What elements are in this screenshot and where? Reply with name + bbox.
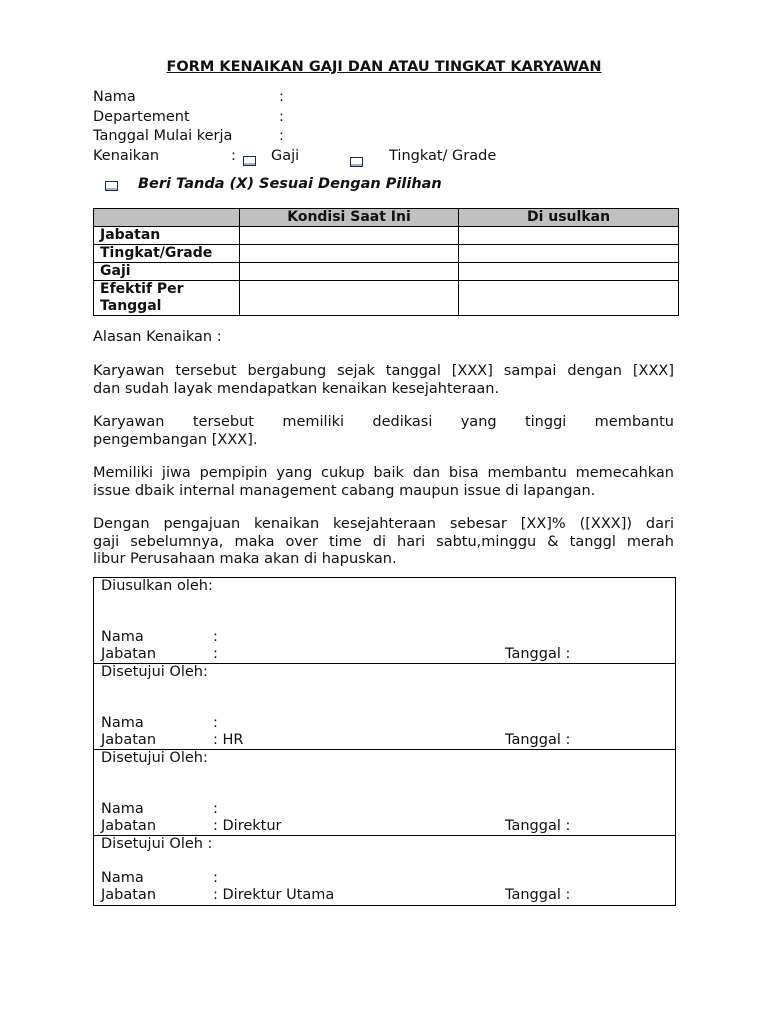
table-header-cell	[94, 209, 240, 227]
tanggal-label: Tanggal :	[505, 818, 571, 834]
jabatan-label: Jabatan	[101, 732, 157, 748]
kenaikan-label: Kenaikan	[93, 148, 160, 164]
row-label: Gaji	[94, 263, 240, 281]
reason-paragraph-1	[93, 363, 674, 398]
tanggal-label: Tanggal :	[505, 646, 571, 662]
departement-label: Departement	[93, 109, 190, 125]
signature-title: Diusulkan oleh:	[101, 578, 213, 594]
reason-paragraph-2	[93, 414, 674, 449]
signature-title: Disetujui Oleh:	[101, 664, 208, 680]
nama-colon: :	[213, 629, 218, 645]
gaji-checkbox[interactable]	[243, 156, 256, 166]
nama-colon: :	[213, 801, 218, 817]
row-label-line: Tanggal	[100, 298, 162, 314]
table-row	[94, 245, 679, 263]
table-row	[94, 263, 679, 281]
proposed-cell[interactable]	[459, 263, 679, 281]
row-label	[94, 281, 240, 316]
nama-colon: :	[213, 715, 218, 731]
departement-colon: :	[279, 109, 284, 125]
jabatan-value: :	[213, 646, 218, 662]
nama-label: Nama	[101, 715, 144, 731]
signature-block-hr	[93, 663, 676, 750]
proposed-cell[interactable]	[459, 281, 679, 316]
gaji-option-label: Gaji	[271, 148, 300, 164]
table-header-cell: Kondisi Saat Ini	[240, 209, 459, 227]
jabatan-label: Jabatan	[101, 887, 157, 903]
signature-block-direktur-utama	[93, 835, 676, 906]
current-cell[interactable]	[240, 227, 459, 245]
tanggal-label: Tanggal :	[505, 887, 571, 903]
nama-label: Nama	[93, 89, 136, 105]
tingkat-option-label: Tingkat/ Grade	[389, 148, 497, 164]
nama-colon: :	[279, 89, 284, 105]
nama-label: Nama	[101, 629, 144, 645]
table-header-cell: Di usulkan	[459, 209, 679, 227]
paragraph-line: Memiliki jiwa pempipin yang cukup baik dan bisa membantu memecahkan	[93, 465, 674, 481]
signature-block-direktur	[93, 749, 676, 836]
instruction-checkbox-icon	[105, 181, 118, 191]
kenaikan-colon: :	[231, 148, 236, 164]
tanggal-mulai-colon: :	[279, 128, 284, 144]
form-title: FORM KENAIKAN GAJI DAN ATAU TINGKAT KARYAWAN	[166, 59, 602, 75]
paragraph-line: libur Perusahaan maka akan di hapuskan.	[93, 551, 397, 567]
proposed-cell[interactable]	[459, 227, 679, 245]
tingkat-checkbox[interactable]	[350, 157, 363, 167]
row-label: Tingkat/Grade	[94, 245, 240, 263]
jabatan-label: Jabatan	[101, 818, 157, 834]
nama-label: Nama	[101, 870, 144, 886]
jabatan-label: Jabatan	[101, 646, 157, 662]
nama-colon: :	[213, 870, 218, 886]
nama-label: Nama	[101, 801, 144, 817]
paragraph-line: gaji sebelumnya, maka over time di hari sabtu,minggu & tanggl merah	[93, 533, 674, 550]
paragraph-line: dan sudah layak mendapatkan kenaikan kesejahteraan.	[93, 380, 500, 397]
paragraph-line: issue dbaik internal management cabang maupun issue di lapangan.	[93, 482, 596, 499]
tanggal-label: Tanggal :	[505, 732, 571, 748]
condition-table	[93, 208, 679, 316]
current-cell[interactable]	[240, 263, 459, 281]
current-cell[interactable]	[240, 281, 459, 316]
reason-heading: Alasan Kenaikan :	[93, 329, 222, 345]
signature-block-proposer	[93, 577, 676, 664]
reason-paragraph-3	[93, 465, 674, 500]
table-row	[94, 281, 679, 316]
jabatan-value: : Direktur Utama	[213, 887, 335, 903]
row-label: Jabatan	[94, 227, 240, 245]
current-cell[interactable]	[240, 245, 459, 263]
paragraph-line: Dengan pengajuan kenaikan kesejahteraan sebesar [XX]% ([XXX]) dari	[93, 516, 674, 532]
table-header-row	[94, 209, 679, 227]
proposed-cell[interactable]	[459, 245, 679, 263]
table-row	[94, 227, 679, 245]
jabatan-value: : Direktur	[213, 818, 282, 834]
jabatan-value: : HR	[213, 732, 244, 748]
signature-title: Disetujui Oleh:	[101, 750, 208, 766]
row-label-line: Efektif Per	[100, 281, 184, 297]
tanggal-mulai-label: Tanggal Mulai kerja	[93, 128, 233, 144]
paragraph-line: Karyawan tersebut bergabung sejak tanggal [XXX] sampai dengan [XXX]	[93, 363, 674, 379]
instruction-text: Beri Tanda (X) Sesuai Dengan Pilihan	[138, 176, 442, 192]
paragraph-line: pengembangan [XXX].	[93, 431, 258, 448]
paragraph-line: Karyawan tersebut memiliki dedikasi yang tinggi membantu	[93, 414, 674, 430]
reason-paragraph-4	[93, 516, 674, 569]
signature-title: Disetujui Oleh :	[101, 836, 213, 852]
